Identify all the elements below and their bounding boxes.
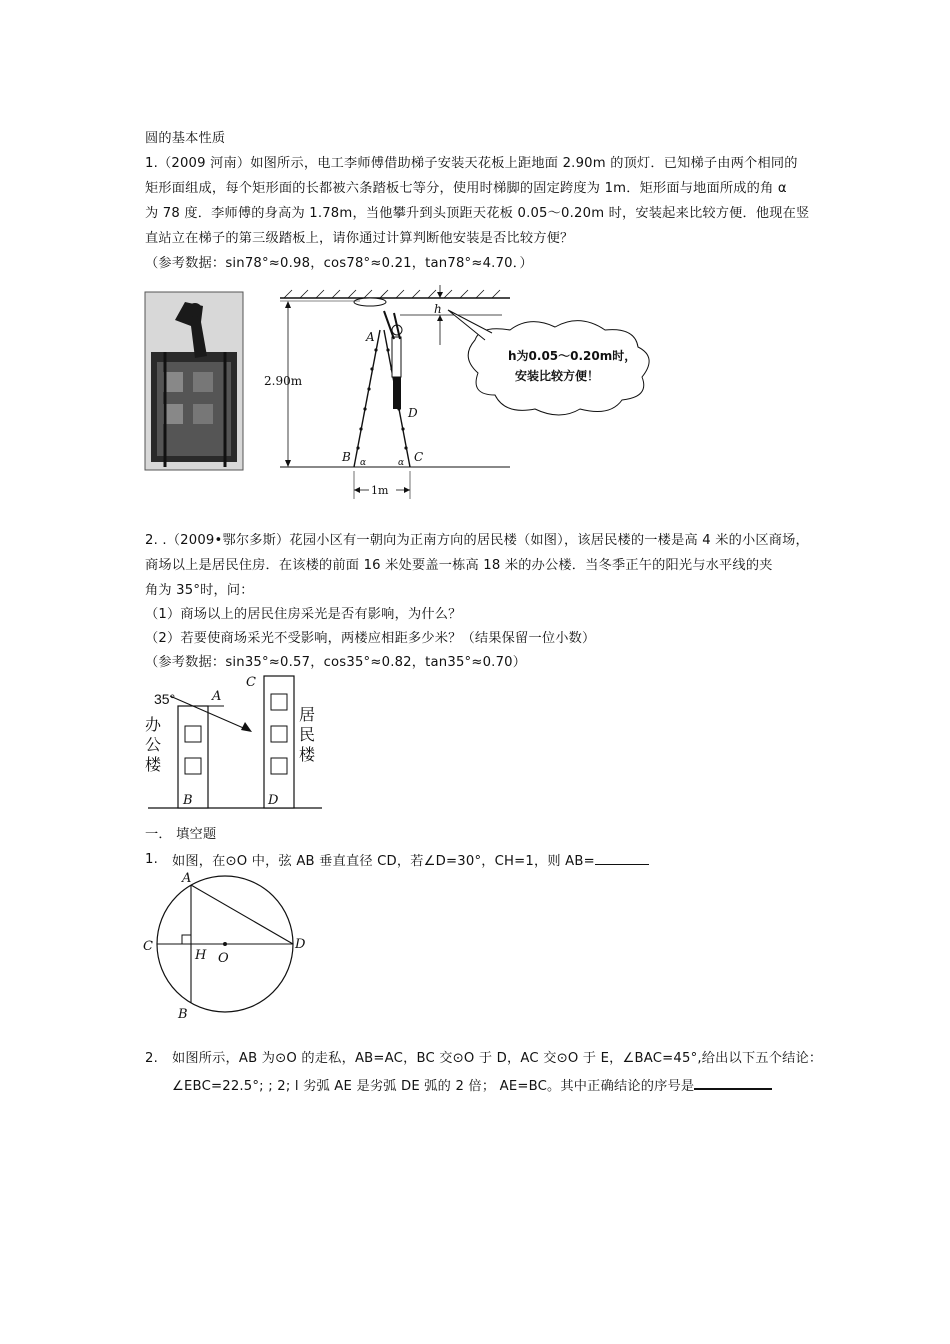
q2-subquestion-1: （1）商场以上的居民住房采光是否有影响，为什么？: [145, 607, 462, 622]
answer-blank-2[interactable]: [694, 1075, 772, 1090]
q2-angle-label: 35°: [154, 691, 176, 707]
q1-span-label: 1m: [371, 484, 389, 497]
q2-reference-data: （参考数据：sin35°≈0.57，cos35°≈0.82，tan35°≈0.70）: [145, 655, 527, 670]
q1-photo: [145, 292, 243, 470]
fill-item-2-line-2: [172, 1075, 772, 1096]
circle-point-a: A: [182, 871, 192, 886]
q1-h-label: h: [434, 302, 442, 316]
q1-ladder-diagram: [264, 285, 680, 500]
q1-point-c: C: [414, 450, 424, 464]
circle-point-b: B: [178, 1007, 188, 1022]
q2-point-c: C: [246, 675, 256, 690]
q2-buildings-diagram: [140, 668, 330, 813]
q1-line-1: 1.（2009 河南）如图所示，电工李师傅借助梯子安装天花板上距地面 2.90m 的顶灯．已知梯子由两个相同的: [145, 156, 798, 171]
answer-blank-1[interactable]: [595, 851, 649, 865]
section-heading: 一． 填空题: [145, 827, 217, 842]
circle-diagram: [140, 866, 315, 1026]
q1-line-3: 为 78 度．李师傅的身高为 1.78m，当他攀升到头顶距天花板 0.05～0.20m 时，安装起来比较方便．他现在竖: [145, 206, 810, 221]
fill-item-2-text: ∠EBC=22.5°; ; 2; l 劣弧 AE 是劣弧 DE 弧的 2 倍； AE=BC。其中正确结论的序号是: [172, 1079, 695, 1094]
fill-item-1-text: 如图，在⊙O 中，弦 AB 垂直直径 CD，若∠D=30°，CH=1，则 AB=: [172, 854, 595, 869]
q2-line-3: 角为 35°时，问：: [145, 583, 254, 598]
fill-item-1-number: 1.: [145, 852, 158, 867]
q2-point-d: D: [268, 793, 279, 808]
q2-subquestion-2: （2）若要使商场采光不受影响，两楼应相距多少米？（结果保留一位小数）: [145, 631, 596, 646]
q1-height-label: 2.90m: [264, 374, 303, 388]
q2-residential-char-2: 民: [299, 725, 316, 744]
fill-item-2-number: 2.: [145, 1051, 158, 1066]
q1-alpha-right: α: [398, 458, 405, 468]
q1-point-b: B: [342, 450, 351, 464]
q2-office-char-3: 楼: [145, 755, 162, 774]
q2-residential-char-3: 楼: [299, 745, 316, 764]
document-title: 圆的基本性质: [145, 131, 226, 146]
q1-point-a: A: [366, 330, 375, 344]
q2-office-char-2: 公: [145, 735, 162, 754]
q2-line-2: 商场以上是居民住房．在该楼的前面 16 米处要盖一栋高 18 米的办公楼．当冬季正午的阳光与水平线的夹: [145, 558, 773, 573]
circle-point-o: O: [218, 951, 229, 966]
q1-line-2: 矩形面组成，每个矩形面的长都被六条踏板七等分，使用时梯脚的固定跨度为 1m．矩形面与地面所成的角 α: [145, 181, 787, 196]
q1-line-4: 直站立在梯子的第三级踏板上，请你通过计算判断他安装是否比较方便？: [145, 231, 574, 246]
q2-residential-char-1: 居: [299, 705, 316, 724]
circle-point-c: C: [143, 939, 153, 954]
q1-bubble-line-2: 安装比较方便！: [515, 369, 600, 383]
q1-bubble-line-1: h为0.05～0.20m时，: [508, 349, 637, 363]
fill-item-2-line-1: 如图所示，AB 为⊙O 的走私，AB=AC，BC 交⊙O 于 D，AC 交⊙O 于 E，∠BAC=45°,给出以下五个结论：: [172, 1051, 823, 1066]
q2-point-b: B: [183, 793, 193, 808]
q2-line-1: 2. .（2009•鄂尔多斯）花园小区有一朝向为正南方向的居民楼（如图），该居民楼的一楼是高 4 米的小区商场，: [145, 533, 809, 548]
circle-point-h: H: [195, 948, 207, 963]
q2-office-char-1: 办: [145, 715, 162, 734]
q1-alpha-left: α: [360, 458, 367, 468]
circle-point-d: D: [295, 937, 306, 952]
q1-reference-data: （参考数据：sin78°≈0.98，cos78°≈0.21，tan78°≈4.70．）: [145, 256, 533, 271]
q1-point-d: D: [408, 406, 418, 420]
q2-point-a: A: [212, 689, 222, 704]
